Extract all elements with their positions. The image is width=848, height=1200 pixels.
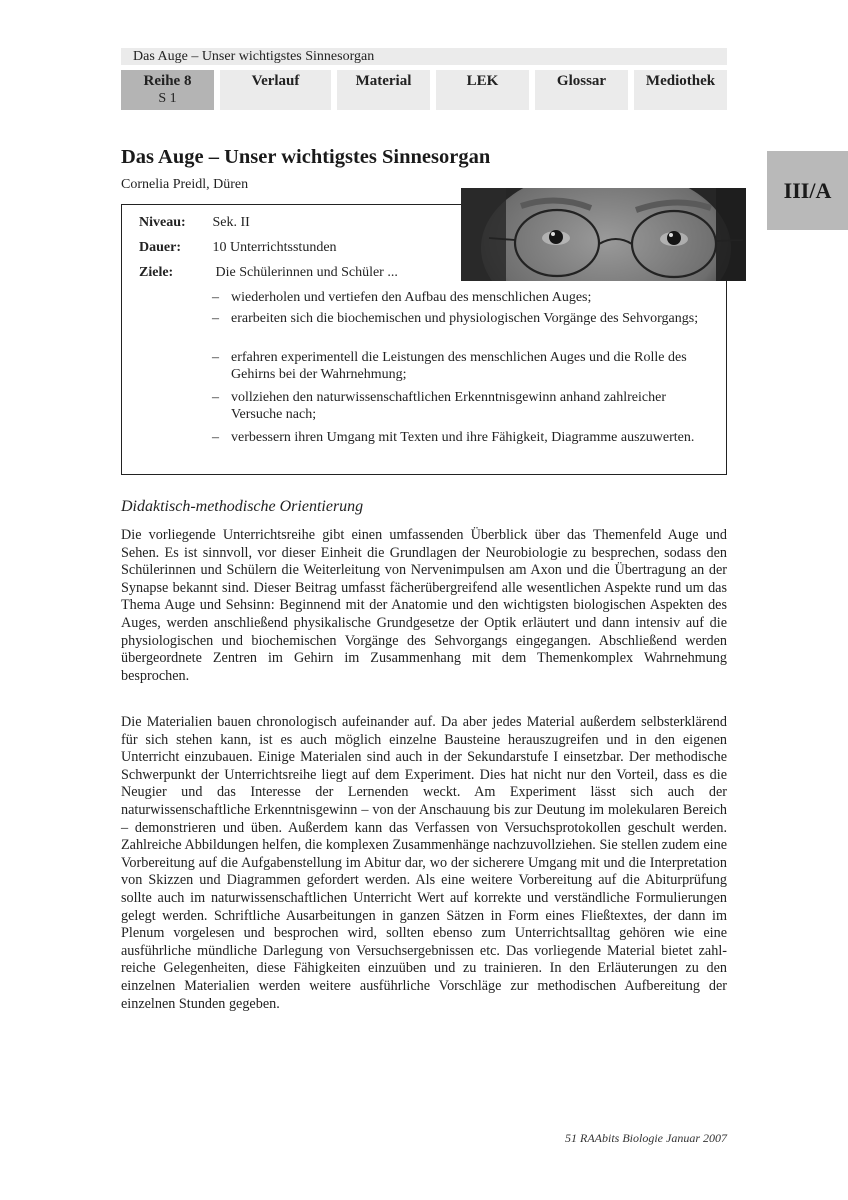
nav-tab-lek[interactable]: LEK [436,70,529,110]
goal-dash: – [212,390,219,405]
ziele-label: Ziele: [139,265,174,280]
goal-item [212,290,702,307]
goal-item [212,350,702,383]
goal-text: verbessern ihren Umgang mit Texten und ihre Fähigkeit, Diagramme auszuwerten. [231,430,695,445]
nav-tab-mediothek[interactable]: Mediothek [634,70,727,110]
nav-tab-material[interactable]: Material [337,70,430,110]
goal-item [212,430,702,447]
eyes-glasses-image [461,188,746,281]
niveau-value: Sek. II [212,215,250,230]
goal-item [212,311,702,328]
eyes-photo [461,188,746,281]
body-paragraph: Die vorliegende Unterrichtsreihe gibt einen umfassenden Überblick über das Themenfeld Auge und Sehen. Es ist sinnvoll, vor dieser Einheit die Grundlagen der Neurobiologie zu besprechen, sodass den Schülerinnen und Schülern die Weiterleitung von Nervenimpulsen am Axon und die Übertragung an der Synapse bekannt sind. Dieser Beitrag umfasst fächerübergreifend alle wesentlichen Aspekte rund um das Thema Auge und Sehsinn: Beginnend mit der Anatomie und den wichtigsten biologischen Aspekten des Auges, werden anschließend physikalische Grundgesetze der Optik erläutert und dann intensiv auf die physiologischen und biochemischen Vorgänge des Sehvorgangs eingegangen. Abschließend werden übergeordnete Zentren im Gehirn im Zusammenhang mit dem Themenkomplex Wahrnehmung besprochen. [121,527,727,684]
dauer-value: 10 Unterrichtsstunden [212,240,337,255]
footer-issue-info: 51 RAAbits Biologie Januar 2007 [565,1131,727,1145]
dauer-label: Dauer: [139,240,181,255]
goal-dash: – [212,311,219,326]
goal-text: wiederholen und vertiefen den Aufbau des menschlichen Auges; [231,290,592,305]
goal-text: erarbeiten sich die biochemischen und physiologischen Vorgänge des Sehvorgangs; [231,311,699,326]
goal-dash: – [212,350,219,365]
ziele-intro: Die Schülerinnen und Schüler ... [215,265,398,280]
nav-tab-reihe-page: S 1 [158,91,177,106]
niveau-label: Niveau: [139,215,186,230]
nav-tab-reihe-label: Reihe 8 [143,73,192,89]
goal-text: vollziehen den naturwissenschaftlichen Erkenntnisgewinn anhand zahlreicher Versuche nach; [231,390,667,422]
series-title-strip: Das Auge – Unser wichtigstes Sinnesorgan [121,48,727,65]
goal-text: erfahren experimentell die Leistungen des menschlichen Auges und die Rolle des Gehirns bei der Wahrnehmung; [231,350,687,382]
goal-item [212,390,702,423]
nav-tab-verlauf[interactable]: Verlauf [220,70,331,110]
section-heading: Didaktisch-methodische Orientierung [121,498,364,515]
info-niveau [139,215,250,231]
body-paragraph: Die Materialien bauen chronologisch aufeinander auf. Da aber jedes Material außerdem selbsterklärend für sich stehen kann, ist es auch möglich einzelne Bausteine herauszugreifen und in den eigenen Unterricht einzubauen. Einige Materialen sind auch in der Sekundarstufe I einsetzbar. Der methodische Schwerpunkt der Unterrichtsreihe liegt auf dem Experiment. Dies hat nicht nur den Vorteil, dass es die Neugier und das Interesse der Lernenden weckt. Am Experiment lässt sich auch der naturwissenschaftliche Erkenntnisgewinn – von der Anschauung bis zur Deutung im molekularen Bereich – demonstrieren und üben. Außerdem kann das Verfassen von Versuchsprotokollen geschult werden. Zahlreiche Abbildungen helfen, die komplexen Zusammenhänge nachzuvollziehen. Sie stellen zudem eine Vorbereitung auf die Aufgabenstellung im Abitur dar, wo der sicherere Umgang mit und die Interpretation von Skizzen und Diagrammen gefordert werden. Als eine weitere Vorbereitung auf die Abiturprüfung sollte auch im naturwissenschaftlichen Unterricht Wert auf korrekte und verständliche Formulierungen gelegt werden. Schriftliche Ausarbeitungen in ganzen Sätzen in Form eines Fließtextes, der dann im Plenum vorgelesen und besprochen wird, sollten ebenso zum Unterrichtsalltag gehören wie eine ausführliche mündliche Darlegung von Versuchsergebnissen etc. Das vorliegende Material bietet zahlreiche Gelegenheiten, diese Fähigkeiten einzuüben und zu trainieren. In den Erläuterungen zu den einzelnen Materialien werden weitere ausführliche Vorschläge zur methodischen Aufbereitung der einzelnen Stunden gegeben. [121,714,727,1012]
info-dauer [139,240,337,256]
goal-dash: – [212,430,219,445]
section-tab[interactable]: III/A [767,151,848,230]
page-title: Das Auge – Unser wichtigstes Sinnesorgan [121,146,491,168]
nav-tab-reihe[interactable] [121,70,214,110]
author-line: Cornelia Preidl, Düren [121,177,249,192]
nav-tab-glossar[interactable]: Glossar [535,70,628,110]
goal-dash: – [212,290,219,305]
info-ziele [139,265,398,281]
